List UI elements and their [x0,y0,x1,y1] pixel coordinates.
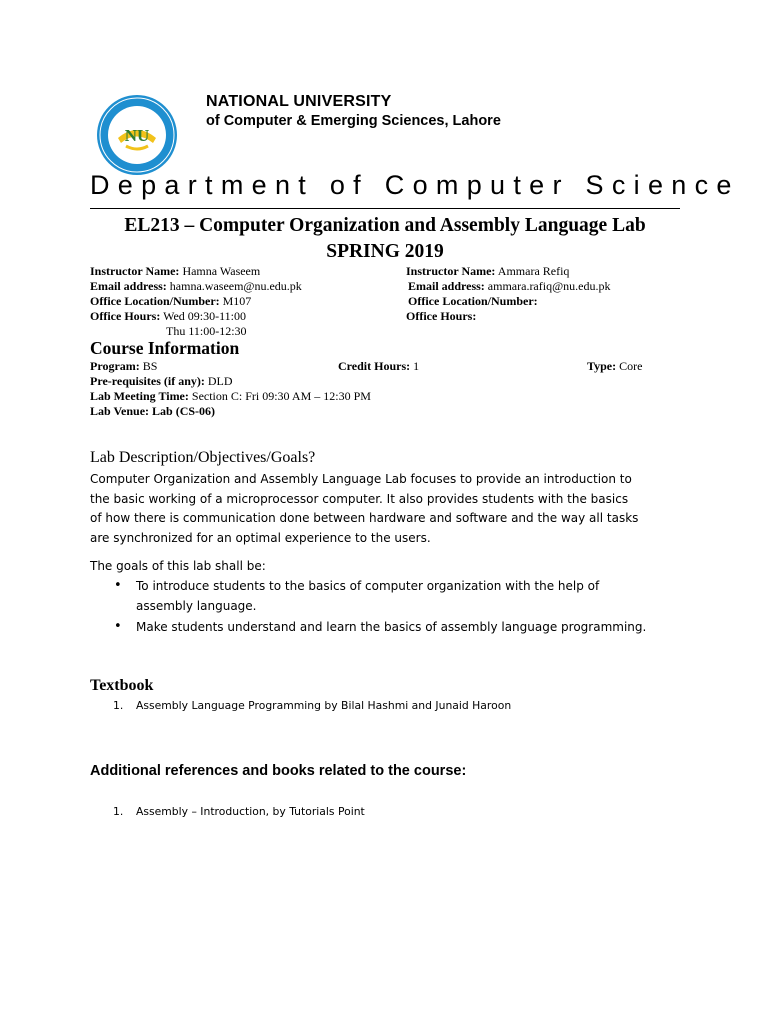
course-title: EL213 – Computer Organization and Assembly Language Lab [124,215,646,236]
lab-meeting-time-label: Lab Meeting Time: [90,389,189,403]
lab-description-heading: Lab Description/Objectives/Goals? [90,449,316,466]
university-name: NATIONAL UNIVERSITY [206,93,392,110]
credit-hours-label: Credit Hours: [338,359,411,373]
instructor-1-hours-2: Thu 11:00-12:30 [166,324,247,338]
textbook-heading: Textbook [90,677,154,694]
paragraph-line: the basic working of a microprocessor computer. It also provides students with the basics [90,491,629,506]
svg-text:NU: NU [124,126,150,145]
bullet-icon: • [114,619,122,634]
university-seal-logo [96,94,178,176]
hours-label: Office Hours: [90,309,161,323]
paragraph-line: Computer Organization and Assembly Language Lab focuses to provide an introduction to [90,472,632,486]
type-label: Type: [587,359,617,373]
instructor-name-value: Hamna Waseem [182,264,261,278]
course-information-heading: Course Information [90,338,240,358]
email-value: hamna.waseem@nu.edu.pk [169,279,302,293]
references-heading: Additional references and books related to the course: [90,763,467,779]
list-item [90,617,690,637]
list-item [90,576,690,616]
reference-item [113,805,365,818]
lab-venue-value: Lab (CS-06) [152,404,216,418]
prerequisites-value: DLD [207,374,233,388]
department-title: Department of Computer Science [90,170,740,200]
email-value: ammara.rafiq@nu.edu.pk [487,279,611,293]
type-value: Core [619,359,643,373]
reference-title: Assembly – Introduction, by Tutorials Point [136,805,365,818]
instructor-name-label: Instructor Name: [406,264,496,278]
lab-description-paragraph [90,470,690,549]
instructor-2-office [408,294,538,309]
textbook-item [113,699,511,712]
goal-line: assembly language. [136,599,257,613]
bullet-icon: • [114,578,122,593]
textbook-title: Assembly Language Programming by Bilal Hashmi and Junaid Haroon [136,699,512,712]
program-value: BS [142,359,158,373]
hours-label: Office Hours: [406,309,477,323]
program-field [90,359,157,374]
office-label: Office Location/Number: [90,294,220,308]
lab-venue-label: Lab Venue: [90,404,150,418]
instructor-1-email [90,279,302,294]
goals-list [90,576,690,638]
goal-line: Make students understand and learn the basics of assembly language programming. [136,620,647,634]
lab-meeting-time-field [90,389,371,404]
prerequisites-field [90,374,233,389]
paragraph-line: are synchronized for an optimal experience to the users. [90,531,431,546]
program-label: Program: [90,359,140,373]
email-label: Email address: [408,279,485,293]
instructor-2-email [408,279,610,294]
instructor-1-name [90,264,260,279]
item-number: 1. [113,699,124,712]
paragraph-line: of how there is communication done between hardware and software and the way all tasks [90,511,639,526]
instructor-2-hours [406,309,476,324]
header-divider [90,208,680,209]
goal-line: To introduce students to the basics of computer organization with the help of [136,579,600,593]
instructor-2-name [406,264,569,279]
prerequisites-label: Pre-requisites (if any): [90,374,205,388]
goals-intro: The goals of this lab shall be: [90,559,266,573]
lab-meeting-time-value: Section C: Fri 09:30 AM – 12:30 PM [191,389,371,403]
university-subtitle: of Computer & Emerging Sciences, Lahore [206,113,501,129]
instructor-1-office [90,294,251,309]
credit-hours-field [338,359,419,374]
semester: SPRING 2019 [326,241,444,262]
item-number: 1. [113,805,124,818]
type-field [587,359,642,374]
credit-hours-value: 1 [413,359,420,373]
hours-value: Wed 09:30-11:00 [163,309,247,323]
instructor-name-value: Ammara Refiq [497,264,570,278]
email-label: Email address: [90,279,167,293]
office-value: M107 [222,294,252,308]
office-label: Office Location/Number: [408,294,538,308]
lab-venue-field [90,404,215,419]
instructor-name-label: Instructor Name: [90,264,180,278]
instructor-1-hours [90,309,246,324]
